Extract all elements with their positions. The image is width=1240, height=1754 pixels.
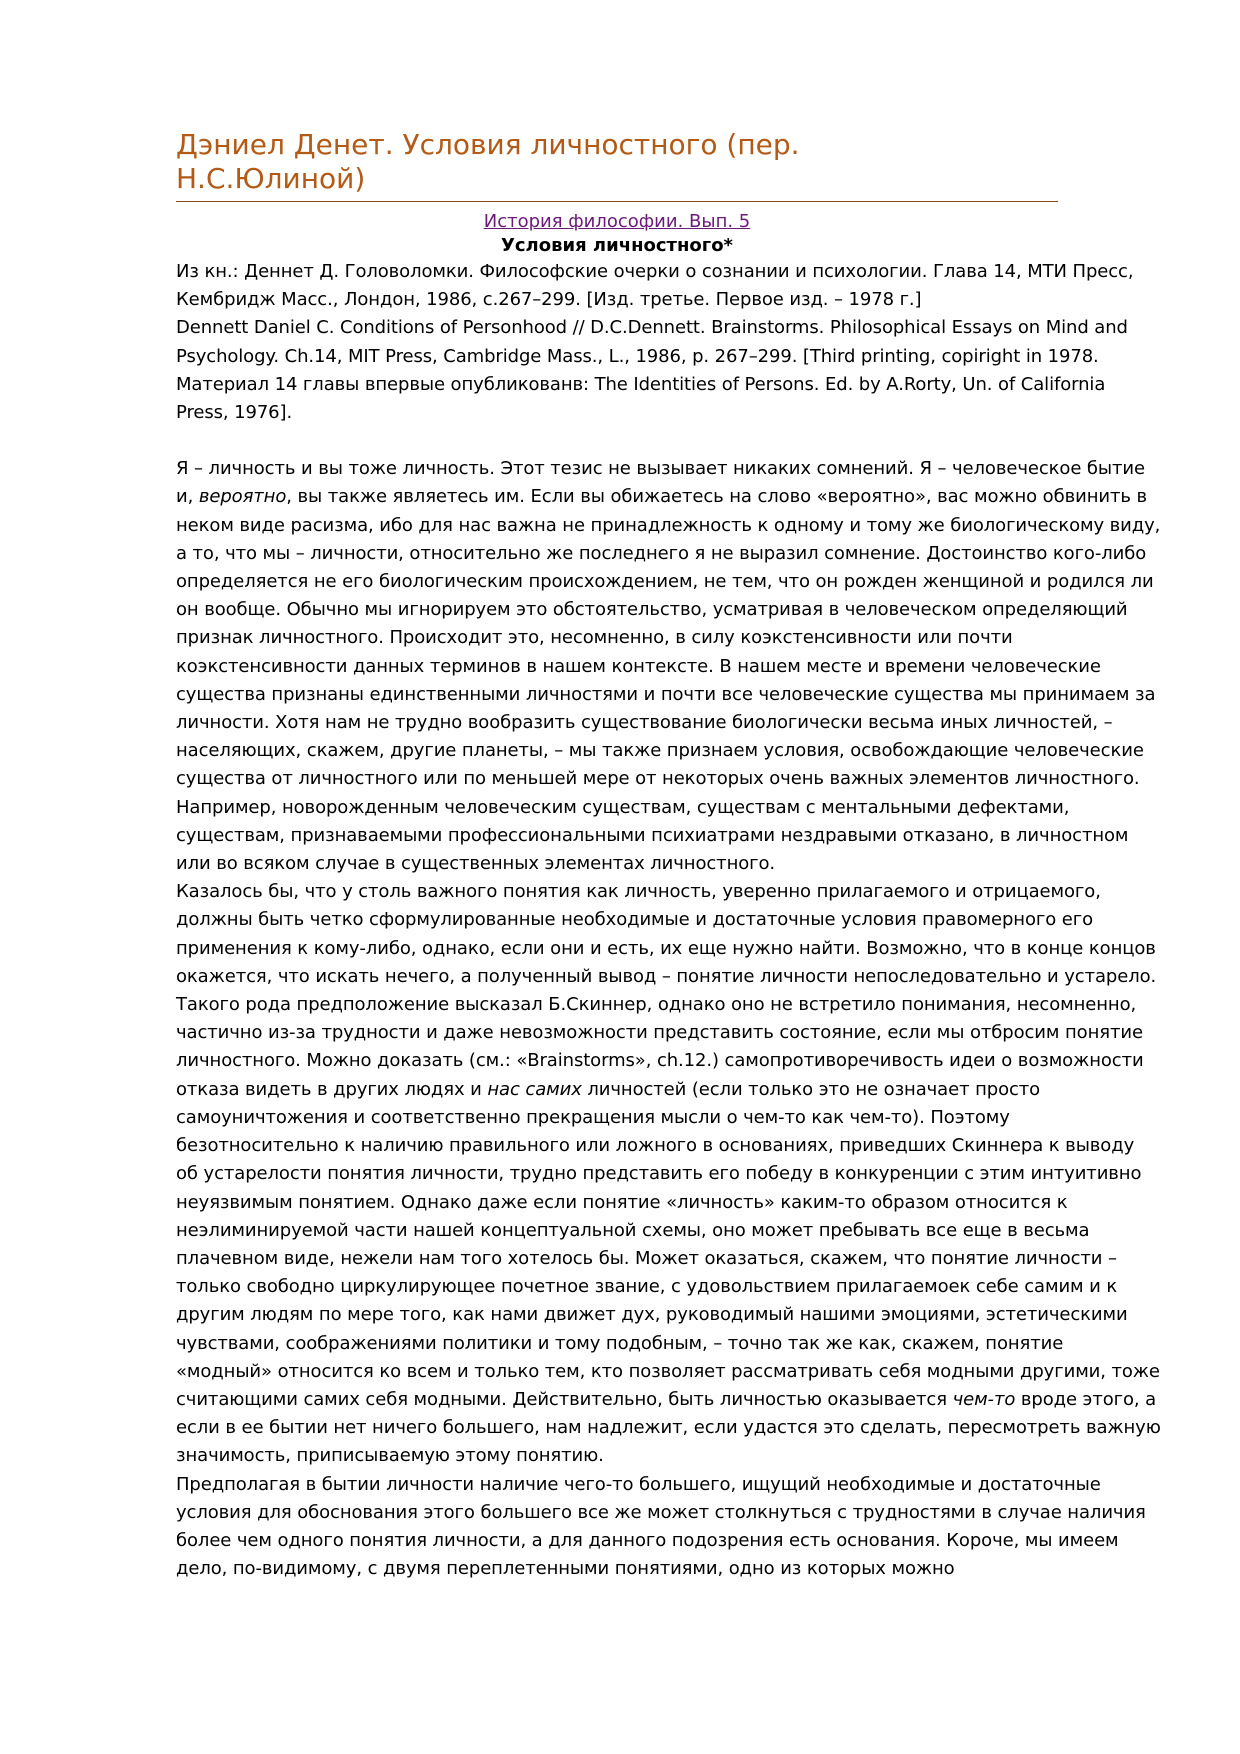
document-title: Дэниел Денет. Условия личностного (пер. Н.С.Юлиной) [176,128,800,195]
paragraph-2-text-c: вроде этого, а если в ее бытии нет ничего большего, нам надлежит, если удастся это сделать, пересмотреть важную значимость, приписываемую этому понятию. [176,1388,1161,1467]
source-citation-ru: Из кн.: Деннет Д. Головоломки. Философские очерки о сознании и психологии. Глава 14, МТИ Пресс, Кембридж Масс., Лондон, 1986, с.267–299. [Изд. третье. Первое изд. – 1978 г.] [176,261,1134,311]
series-link[interactable]: История философии. Вып. 5 [483,211,751,232]
paragraph-2 [176,878,1161,1470]
paragraph-3: Предполагая в бытии личности наличие чего-то большего, ищущий необходимые и достаточные условия для обоснования этого большего все же может столкнуться с трудностями в случае наличия более чем одного понятия личности, а для данного подозрения есть основания. Короче, мы имеем дело, по-видимому, с двумя переплетенными понятиями, одно из которых можно [176,1473,1146,1580]
document-page [176,128,1161,1583]
paragraph-2-text-a: Казалось бы, что у столь важного понятия как личность, уверенно прилагаемого и отрицаемого, должны быть четко сформулированные необходимые и достаточные условия правомерного его применения к кому-либо, однако, если они и есть, их еще нужно найти. Возможно, что в конце концов окажется, что искать нечего, а полученный вывод – понятие личности непоследовательно и устарело. Такого рода предположение высказал Б.Скиннер, однако оно не встретило понимания, несомненно, частично из-за трудности и даже невозможности представить состояние, если мы отбросим понятие личностного. Можно доказать (см.: «Brainstorms», ch.12.) самопротиворечивость идеи о возможности отказа видеть в других людях и [176,881,1157,1100]
paragraph-2-text-b: личностей (если только это не означает просто самоуничтожения и соответственно прекращения мысли о чем-то как чем-то). Поэтому безотносительно к наличию правильного или ложного в основаниях, приведших Скиннера к выводу об устарелости понятия личности, трудно представить его победу в конкуренции с этим интуитивно неуязвимым понятием. Однако даже если понятие «личность» каким-то образом относится к неэлиминируемой части нашей концептуальной схемы, оно может пребывать все еще в весьма плачевном виде, нежели нам того хотелось бы. Может оказаться, скажем, что понятие личности – только свободно циркулирующее почетное звание, с удовольствием прилагаемоек себе самим и к другим людям по мере того, как нами движет дух, руководимый нашими эмоциями, эстетическими чувствами, соображениями политики и тому подобным, – точно так же как, скажем, понятие «модный» относится ко всем и только тем, кто позволяет рассматривать себя модными другими, тоже считающими самих себя модными. Действительно, быть личностью оказывается [176,1078,1160,1410]
paragraph-1-emphasis: вероятно [198,486,287,508]
paragraph-2-emphasis-1: нас самих [487,1078,582,1100]
paragraph-2-emphasis-2: чем-то [952,1388,1016,1410]
paragraph-gap [176,427,1161,455]
source-citation-en: Dennett Daniel C. Conditions of Personhood // D.C.Dennett. Brainstorms. Philosophical Essays on Mind and Psychology. Ch.14, MIT Press, Cambridge Mass., L., 1986, p. 267–299. [Third printing, copiright in 1978. Материал 14 главы впервые опубликованв: The Identities of Persons. Ed. by A.Rorty, Un. of California Press, 1976]. [176,317,1128,424]
paragraph-1-text-a: Я – личность и вы тоже личность. Этот тезис не вызывает никаких сомнений. Я – человеческое бытие и, [176,458,1145,508]
title-divider [176,201,1058,202]
paragraph-1 [176,455,1161,878]
article-subtitle: Условия личностного* [501,235,733,256]
paragraph-1-text-b: , вы также являетесь им. Если вы обижаетесь на слово «вероятно», вас можно обвинить в неком виде расизма, ибо для нас важна не принадлежность к одному и тому же биологическому виду, а то, что мы – личности, относительно же последнего я не выразил сомнение. Достоинство кого-либо определяется не его биологическим происхождением, не тем, что он рожден женщиной и родился ли он вообще. Обычно мы игнорируем это обстоятельство, усматривая в человеческом определяющий признак личностного. Происходит это, несомненно, в силу коэкстенсивности или почти коэкстенсивности данных терминов в нашем контексте. В нашем месте и времени человеческие существа признаны единственными личностями и почти все человеческие существа мы принимаем за личности. Хотя нам не трудно вообразить существование биологически весьма иных личностей, – населяющих, скажем, другие планеты, – мы также признаем условия, освобождающие человеческие существа от личностного или по меньшей мере от некоторых очень важных элементов личностного. Например, новорожденным человеческим существам, существам с ментальными дефектами, существам, признаваемыми профессиональными психиатрами нездравыми отказано, в личностном или во всяком случае в существенных элементах личностного. [176,486,1161,875]
